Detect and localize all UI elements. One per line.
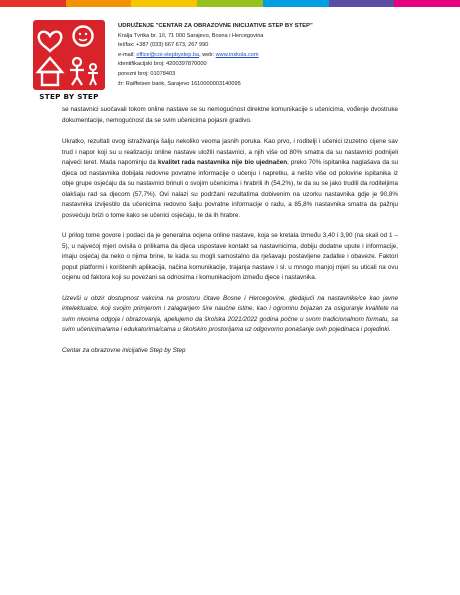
paragraph-4: Uzevši u obzir dostupnost vakcina na prostoru čitave Bosne i Hercegovine, gledajući na nastavnike/ce kao javne intelektualce, koji svojim primjerom i zalaganjem šire naučne istine, kao i ogromnu bojazan za osiguranje kvalitete na svim nivoima odgoja i obrazovanja, apelujemo da školska 2021/2022 godina počne u svom tradicionalnom formatu, sa svim učenicima/ama i edukatorima/cama u školskim prostorijama uz odgovorno ponašanje svih pojedinaca i pojedinki. bbox=[62, 294, 398, 333]
logo-emblem bbox=[33, 20, 105, 90]
email-label: e-mail: bbox=[118, 51, 137, 58]
bank-account: žr: Raiffeisen bank, Sarajevo 1610000003140095 bbox=[118, 80, 241, 87]
identification-number: identifikacijski broj: 4200397870000 bbox=[118, 61, 207, 68]
website-link[interactable]: www.inskola.com bbox=[215, 51, 259, 58]
color-stripe bbox=[0, 0, 66, 7]
email-link[interactable]: office@coi-stepbystep.ba bbox=[136, 51, 200, 58]
signature: Centar za obrazovne inicijative Step by Step bbox=[62, 346, 186, 354]
email-web-line bbox=[118, 51, 448, 61]
paragraph-1: se nastavnici suočavali tokom online nastave se su nemogućnost direktne komunikacije s učenicima, vođenje dvostruke dokumentacije, nemogućnost da se svim učenicima pojasni gradivo. bbox=[62, 106, 398, 124]
phone-fax-line: tel/fax: +387 (033) 667 673, 267 990 bbox=[118, 42, 209, 49]
paragraph-2-text-a: Ukratko, rezultati ovog istraživanja šalju nekoliko veoma jasnih poruka. Kao prvo, i roditelji i učenici izuzetno cijene sav trud i napor koji su u realizaciju online nastave uložili nastavnici, a njih više od 80% smatra da su nastavnici podnijeli najveći teret. Mada napominju da bbox=[62, 138, 398, 166]
color-stripe bbox=[329, 0, 395, 7]
color-stripe bbox=[394, 0, 460, 7]
paragraph-2-bold: kvalitet rada nastavnika nije bio ujednačen bbox=[157, 159, 288, 166]
logo-wordmark: STEP BY STEP bbox=[39, 92, 99, 101]
color-stripe bbox=[66, 0, 132, 7]
step-by-step-logo bbox=[33, 20, 105, 104]
organization-name: UDRUŽENJE "CENTAR ZA OBRAZOVNE INICIJATIVE STEP BY STEP" bbox=[118, 23, 313, 29]
address-line: Kralja Tvrtka br. 1/I, 71 000 Sarajevo, Bosna i Hercegovina bbox=[118, 32, 264, 39]
logo-figures-icon bbox=[33, 20, 105, 90]
paragraph-2-text-b: , preko 70% ispitanika naglašava da su djeca od nastavnika dobijala redovne povratne informacije o učenju i napretku, a nešto više od polovine ispitanika iz obje grupe osjećaju da su nastavnici brinuli o svojim učenicima i hrabrili ih (54,2%), te da su se jako trudili da roditeljima olakšaju rad sa djecom (57,7%). Ovi nalazi su podržani rezultatima dobivenim na uzorku nastavnika gdje je 90,8% nastavnika izvijestilo da učenicima redovno šalju povratne informacije o radu, a 85,8% nastavnika smatra da pažnju posvećuju brizi o tome kako se učenici osjećaju, te da ih hrabre. bbox=[62, 159, 399, 219]
web-label: , web: bbox=[199, 51, 216, 58]
paragraph-3: U prilog tome govore i podaci da je generalna ocjena online nastave, koja se kretala između 3,40 i 3,90 (na skali od 1 – 5), u najvećoj mjeri ovisila o prilikama da djeca uspostave kontakt sa nastavnicima, dobiju dodatne upute i informacije, imaju osjećaj da neko o njima brine, te kada su mogli samostalno da rješavaju postavljene zadatke i obaveze. Faktori poput platformi i korištenih aplikacija, načina komunikacije, trajanja nastave i sl. u mnogo manjoj mjeri su uticali na ovu ocjenu od faktora koji su povezani sa odnosima i komunikacijom između djece i nastavnika. bbox=[62, 232, 398, 281]
tax-number: porezni broj: 01078403 bbox=[118, 70, 176, 77]
color-stripe bbox=[131, 0, 197, 7]
brand-color-bar bbox=[0, 0, 460, 7]
color-stripe bbox=[263, 0, 329, 7]
letter-body bbox=[62, 105, 398, 366]
letterhead-contact-block bbox=[118, 22, 448, 89]
paragraph-2 bbox=[62, 137, 398, 221]
color-stripe bbox=[197, 0, 263, 7]
